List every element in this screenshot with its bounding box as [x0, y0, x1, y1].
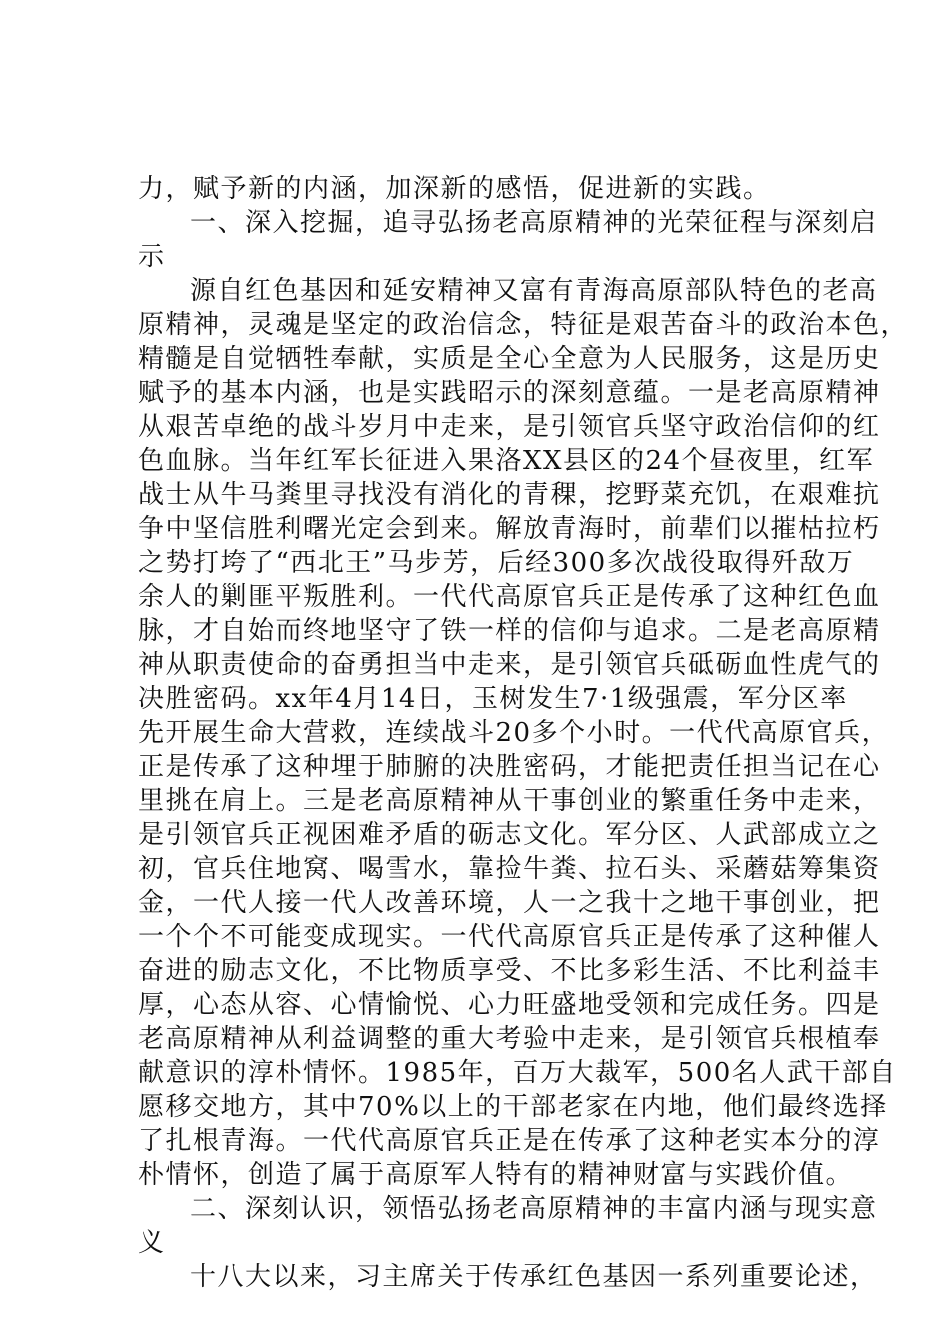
- paragraph-line: 一个个不可能变成现实。一代代高原官兵正是传承了这种催人: [138, 922, 881, 952]
- paragraph-line: 神从职责使命的奋勇担当中走来，是引领官兵砥砺血性虎气的: [138, 650, 881, 680]
- paragraph-line: 朴情怀，创造了属于高原军人特有的精神财富与实践价值。: [138, 1160, 854, 1190]
- paragraph-line: 争中坚信胜利曙光定会到来。解放青海时，前辈们以摧枯拉朽: [138, 514, 881, 544]
- paragraph-line: 老高原精神从利益调整的重大考验中走来，是引领官兵根植奉: [138, 1024, 881, 1054]
- paragraph-line: 里挑在肩上。三是老高原精神从干事创业的繁重任务中走来，: [138, 786, 881, 816]
- paragraph-line: 色血脉。当年红军长征进入果洛XX县区的24个昼夜里，红军: [138, 446, 875, 476]
- paragraph-line: 赋予的基本内涵，也是实践昭示的深刻意蕴。一是老高原精神: [138, 378, 881, 408]
- paragraph-line: 初，官兵住地窝、喝雪水，靠捡牛粪、拉石头、采蘑菇筹集资: [138, 854, 881, 884]
- section-heading-line: 二、深刻认识，领悟弘扬老高原精神的丰富内涵与现实意: [190, 1194, 878, 1224]
- paragraph-line: 先开展生命大营救，连续战斗20多个小时。一代代高原官兵，: [138, 718, 890, 748]
- paragraph-line: 脉，才自始而终地坚守了铁一样的信仰与追求。二是老高原精: [138, 616, 881, 646]
- paragraph-line: 厚，心态从容、心情愉悦、心力旺盛地受领和完成任务。四是: [138, 990, 881, 1020]
- paragraph-line: 奋进的励志文化，不比物质享受、不比多彩生活、不比利益丰: [138, 956, 881, 986]
- document-body: [138, 172, 909, 1294]
- paragraph-line: 决胜密码。xx年4月14日，玉树发生7·1级强震，军分区率: [138, 684, 848, 714]
- paragraph-line: 正是传承了这种埋于肺腑的决胜密码，才能把责任担当记在心: [138, 752, 881, 782]
- paragraph-line: 从艰苦卓绝的战斗岁月中走来，是引领官兵坚守政治信仰的红: [138, 412, 881, 442]
- paragraph-line: 原精神，灵魂是坚定的政治信念，特征是艰苦奋斗的政治本色，: [138, 310, 909, 340]
- section-heading-line: 义: [138, 1228, 166, 1258]
- paragraph-line: 献意识的淳朴情怀。1985年，百万大裁军，500名人武干部自: [138, 1058, 897, 1088]
- paragraph-line: 精髓是自觉牺牲奉献，实质是全心全意为人民服务，这是历史: [138, 344, 881, 374]
- paragraph-line: 余人的剿匪平叛胜利。一代代高原官兵正是传承了这种红色血: [138, 582, 881, 612]
- section-heading-line: 一、深入挖掘，追寻弘扬老高原精神的光荣征程与深刻启: [190, 208, 878, 238]
- paragraph-line: 了扎根青海。一代代高原官兵正是在传承了这种老实本分的淳: [138, 1126, 881, 1156]
- paragraph-line: 力，赋予新的内涵，加深新的感悟，促进新的实践。: [138, 174, 771, 204]
- paragraph-line: 十八大以来，习主席关于传承红色基因一系列重要论述，: [190, 1262, 878, 1292]
- paragraph-line: 之势打垮了“西北王”马步芳，后经300多次战役取得歼敌万: [138, 548, 855, 578]
- paragraph-line: 源自红色基因和延安精神又富有青海高原部队特色的老高: [190, 276, 878, 306]
- section-heading-line: 示: [138, 242, 166, 272]
- paragraph-line: 金，一代人接一代人改善环境，人一之我十之地干事创业，把: [138, 888, 881, 918]
- paragraph-line: 是引领官兵正视困难矛盾的砺志文化。军分区、人武部成立之: [138, 820, 881, 850]
- paragraph-line: 愿移交地方，其中70%以上的干部老家在内地，他们最终选择: [138, 1092, 888, 1122]
- paragraph-line: 战士从牛马粪里寻找没有消化的青稞，挖野菜充饥，在艰难抗: [138, 480, 881, 510]
